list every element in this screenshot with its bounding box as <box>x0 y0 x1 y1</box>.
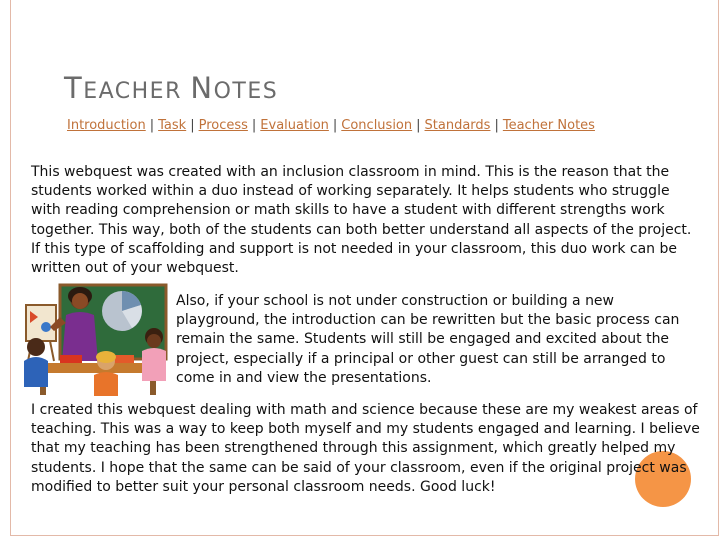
nav-separator: | <box>149 118 155 133</box>
page-title: TEACHER NOTES <box>64 71 279 105</box>
nav-separator: | <box>251 118 257 133</box>
nav-separator: | <box>494 118 499 133</box>
nav-link-task[interactable]: Task <box>158 118 187 133</box>
nav-separator: | <box>416 118 421 133</box>
nav-links <box>67 117 595 135</box>
nav-link-conclusion[interactable]: Conclusion <box>341 118 413 133</box>
paragraph-inclusion: This webquest was created with an inclusion classroom in mind. This is the reason that the students worked within a duo instead of working separately. It helps students who struggle with reading comprehension or math skills to have a student with different strengths work together. This way, both of the students can both better understand all aspects of the project. If this type of scaffolding and support is not needed in your classroom, this duo work can be written out of your webquest. <box>31 164 692 277</box>
nav-link-teacher-notes[interactable]: Teacher Notes <box>502 118 595 133</box>
nav-separator: | <box>190 118 195 133</box>
paragraph-closing: I created this webquest dealing with math and science because these are my weakest areas of teaching. This was a way to keep both myself and my students engaged and learning. I believe that my teaching has been strengthened through this assignment, which greatly helped my students. I hope that the same can be said of your classroom, even if the original project was modified to better suit your personal classroom needs. Good luck! <box>31 402 700 495</box>
paragraph-introduction-note: Also, if your school is not under construction or building a new playground, the introduction can be rewritten but the basic process can remain the same. Students will still be engaged and excited about the project, especially if a principal or other guest can still be arranged to come in and view the presentations. <box>176 293 680 386</box>
nav-link-process[interactable]: Process <box>198 118 248 133</box>
nav-link-standards[interactable]: Standards <box>424 118 491 133</box>
nav-link-evaluation[interactable]: Evaluation <box>260 118 329 133</box>
nav-link-introduction[interactable]: Introduction <box>67 118 146 133</box>
classroom-clipart-icon <box>20 281 170 396</box>
nav-separator: | <box>332 118 338 133</box>
